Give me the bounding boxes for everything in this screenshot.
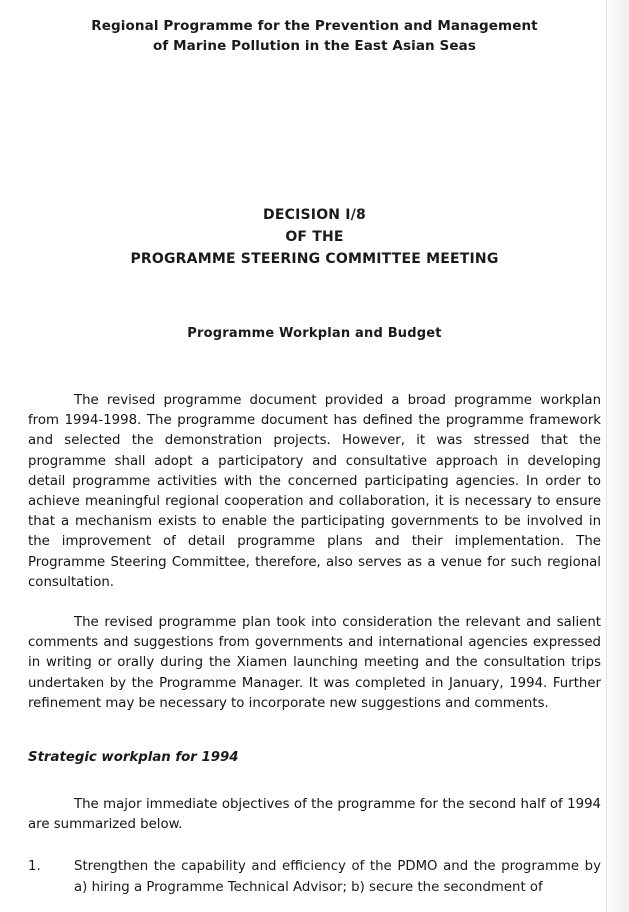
document-header bbox=[28, 16, 601, 56]
decision-body-name: PROGRAMME STEERING COMMITTEE MEETING bbox=[130, 251, 499, 267]
paragraph-3: The major immediate objectives of the programme for the second half of 1994 are summarized below. bbox=[28, 797, 601, 833]
document-subtitle: Programme Workplan and Budget bbox=[187, 326, 442, 341]
decision-title-block bbox=[28, 204, 601, 270]
header-line-1: Regional Programme for the Prevention and Management bbox=[91, 18, 538, 34]
scan-edge-line bbox=[606, 0, 607, 912]
list-item-text: Strengthen the capability and efficiency of the PDMO and the programme by a) hiring a Programme Technical Advisor; b) secure the secondment of bbox=[74, 859, 601, 895]
paragraph-1: The revised programme document provided a broad programme workplan from 1994-1998. The programme document has defined the programme framework and selected the demonstration projects. However, it was stressed that the programme shall adopt a participatory and consultative approach in developing detail programme activities with the concerned participating agencies. In order to achieve meaningful regional cooperation and collaboration, it is necessary to ensure that a mechanism exists to enable the participating governments to be involved in the improvement of detail programme plans and their implementation. The Programme Steering Committee, therefore, also serves as a venue for such regional consultation. bbox=[28, 393, 601, 590]
decision-number: DECISION I/8 bbox=[263, 207, 366, 223]
decision-of-the: OF THE bbox=[285, 229, 344, 245]
header-line-2: of Marine Pollution in the East Asian Seas bbox=[153, 38, 476, 54]
list-item bbox=[28, 857, 601, 897]
document-content bbox=[28, 0, 601, 898]
paragraph-2: The revised programme plan took into consideration the relevant and salient comments and suggestions from governments and international agencies expressed in writing or orally during the Xiamen launching meeting and the consultation trips undertaken by the Programme Manager. It was completed in January, 1994. Further refinement may be necessary to incorporate new suggestions and comments. bbox=[28, 615, 601, 711]
numbered-list bbox=[28, 857, 601, 897]
scan-edge-shading bbox=[603, 0, 629, 912]
list-item-number: 1. bbox=[28, 859, 41, 875]
section-heading: Strategic workplan for 1994 bbox=[28, 750, 239, 766]
